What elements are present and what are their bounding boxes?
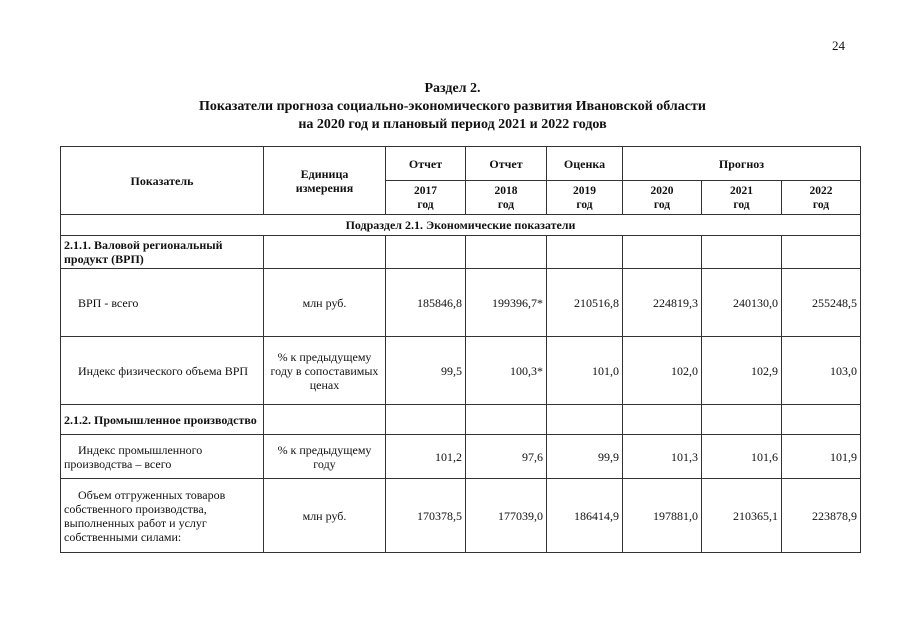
cell-value: 240130,0 <box>702 269 782 337</box>
group-title-vrp: 2.1.1. Валовой региональный продукт (ВРП) <box>61 236 264 269</box>
year-2020: 2020 год <box>623 181 702 215</box>
cell-value: 102,9 <box>702 337 782 405</box>
cell-value: 223878,9 <box>782 479 861 553</box>
page-number: 24 <box>832 38 845 53</box>
year-2018: 2018 год <box>466 181 547 215</box>
row-unit: % к предыдущему году в сопоставимых ценах <box>264 337 386 405</box>
table-row <box>61 479 861 553</box>
header-forecast: Прогноз <box>623 147 861 181</box>
cell-value: 97,6 <box>466 435 547 479</box>
header-estimate: Оценка <box>547 147 623 181</box>
cell-value: 101,6 <box>702 435 782 479</box>
year-2019: 2019 год <box>547 181 623 215</box>
cell-value: 101,0 <box>547 337 623 405</box>
subsection-row <box>61 215 861 236</box>
row-unit: млн руб. <box>264 479 386 553</box>
indicators-table <box>60 146 861 553</box>
row-label: Индекс промышленного производства – всего <box>61 435 264 479</box>
group-title-industry: 2.1.2. Промышленное производство <box>61 405 264 435</box>
cell-value: 186414,9 <box>547 479 623 553</box>
cell-value: 224819,3 <box>623 269 702 337</box>
cell-value: 199396,7* <box>466 269 547 337</box>
row-unit: млн руб. <box>264 269 386 337</box>
header-report-2017: Отчет <box>386 147 466 181</box>
row-label: Индекс физического объема ВРП <box>61 337 264 405</box>
cell-value: 177039,0 <box>466 479 547 553</box>
table-row <box>61 337 861 405</box>
year-2021: 2021 год <box>702 181 782 215</box>
cell-value: 103,0 <box>782 337 861 405</box>
group-row-industry <box>61 405 861 435</box>
heading-line-1: Раздел 2. <box>424 81 481 96</box>
year-2017: 2017 год <box>386 181 466 215</box>
header-indicator: Показатель <box>61 147 264 215</box>
header-unit <box>264 147 386 215</box>
heading-line-2: Показатели прогноза социально-экономического развития Ивановской области <box>199 99 706 114</box>
row-label: ВРП - всего <box>61 269 264 337</box>
header-row-1 <box>61 147 861 181</box>
cell-value: 255248,5 <box>782 269 861 337</box>
cell-value: 101,9 <box>782 435 861 479</box>
header-unit-line-1: Единица <box>300 166 349 181</box>
cell-value: 197881,0 <box>623 479 702 553</box>
cell-value: 185846,8 <box>386 269 466 337</box>
cell-value: 101,3 <box>623 435 702 479</box>
row-unit: % к предыдущему году <box>264 435 386 479</box>
year-2022: 2022 год <box>782 181 861 215</box>
group-row-vrp <box>61 236 861 269</box>
cell-value: 100,3* <box>466 337 547 405</box>
cell-value: 102,0 <box>623 337 702 405</box>
cell-value: 210365,1 <box>702 479 782 553</box>
heading-line-3: на 2020 год и плановый период 2021 и 2022 годов <box>298 117 607 132</box>
table-row <box>61 435 861 479</box>
section-heading <box>0 80 905 134</box>
subsection-title: Подраздел 2.1. Экономические показатели <box>61 215 861 236</box>
header-report-2018: Отчет <box>466 147 547 181</box>
cell-value: 99,9 <box>547 435 623 479</box>
header-unit-line-2: измерения <box>295 180 354 195</box>
row-label: Объем отгруженных товаров собственного производства, выполненных работ и услуг собственными силами: <box>61 479 264 553</box>
cell-value: 210516,8 <box>547 269 623 337</box>
table-row <box>61 269 861 337</box>
cell-value: 99,5 <box>386 337 466 405</box>
cell-value: 170378,5 <box>386 479 466 553</box>
cell-value: 101,2 <box>386 435 466 479</box>
